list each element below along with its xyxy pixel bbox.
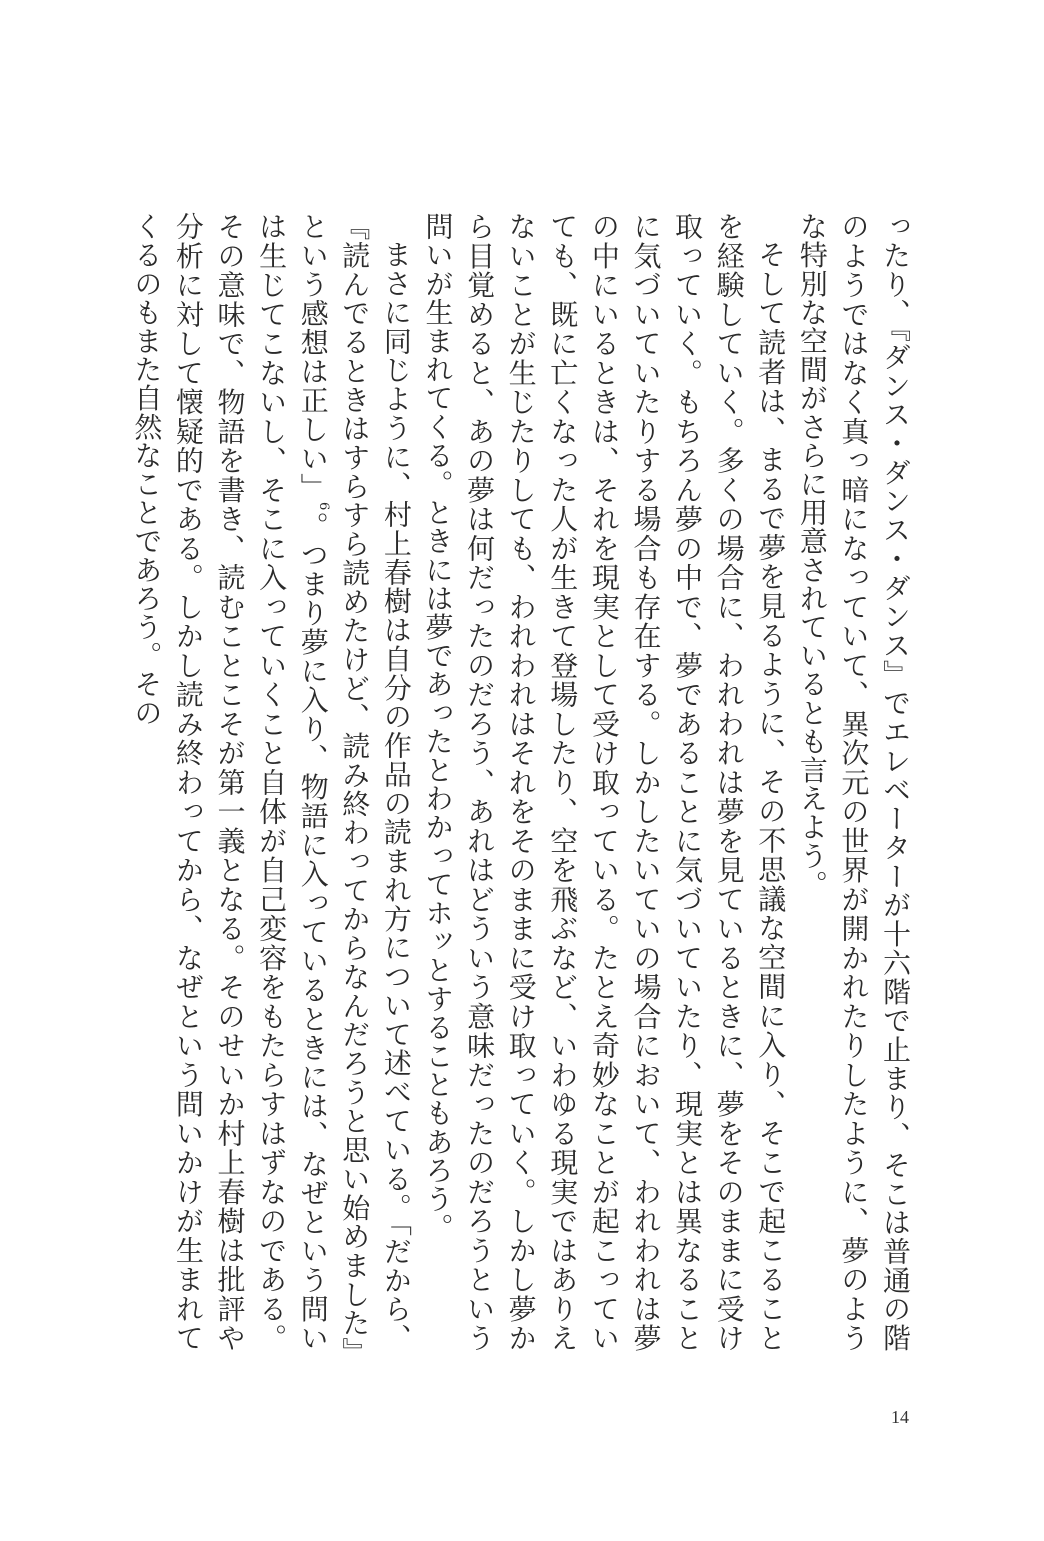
footnote-reference[interactable]: 6 — [316, 502, 332, 511]
paragraph-3 — [126, 212, 417, 1352]
paragraph-2: そして読者は、まるで夢を見るように、その不思議な空間に入り、そこで起こることを経験していく。多くの場合に、われわれは夢を見ているときに、夢をそのままに受け取っていく。もちろん夢の中で、夢であることに気づいていたり、現実とは異なることに気づいていたりする場合も存在する。しかしたいていの場合において、われわれは夢の中にいるときは、それを現実として受け取っている。たとえ奇妙なことが起こっていても、既に亡くなった人が生きて登場したり、空を飛ぶなど、いわゆる現実ではありえないことが生じたりしても、われわれはそれをそのままに受け取っていく。しかし夢から目覚めると、あの夢は何だったのだろう、あれはどういう意味だったのだろうという問いが生まれてくる。ときには夢であったとわかってホッとすることもあろう。 — [421, 212, 788, 1352]
paragraph-1: ったり、『ダンス・ダンス・ダンス』でエレベーターが十六階で止まり、そこは普通の階のようではなく真っ暗になっていて、異次元の世界が開かれたりしたように、夢のような特別な空間がさらに用意されているとも言えよう。 — [795, 212, 912, 1352]
paragraph-3-text-after-note: 。つまり夢に入り、物語に入っているときには、なぜという問いは生じてこないし、そこに入っていくこと自体が自己変容をもたらすはずなのである。その意味で、物語を書き、読むことこそが第一義となる。そのせいか村上春樹は批評や分析に対して懐疑的である。しかし読み終わってから、なぜという問いかけが生まれてくるのもまた自然なことであろう。その — [130, 212, 330, 1352]
page-number: 14 — [891, 1407, 909, 1427]
paragraph-3-text-before-note: まさに同じように、村上春樹は自分の作品の読まれ方について述べている。「だから、『読んでるときはすらすら読めたけど、読み終わってからなんだろうと思い始めました』という感想は正しい」 — [296, 212, 413, 1352]
vertical-text-body — [130, 212, 916, 1352]
